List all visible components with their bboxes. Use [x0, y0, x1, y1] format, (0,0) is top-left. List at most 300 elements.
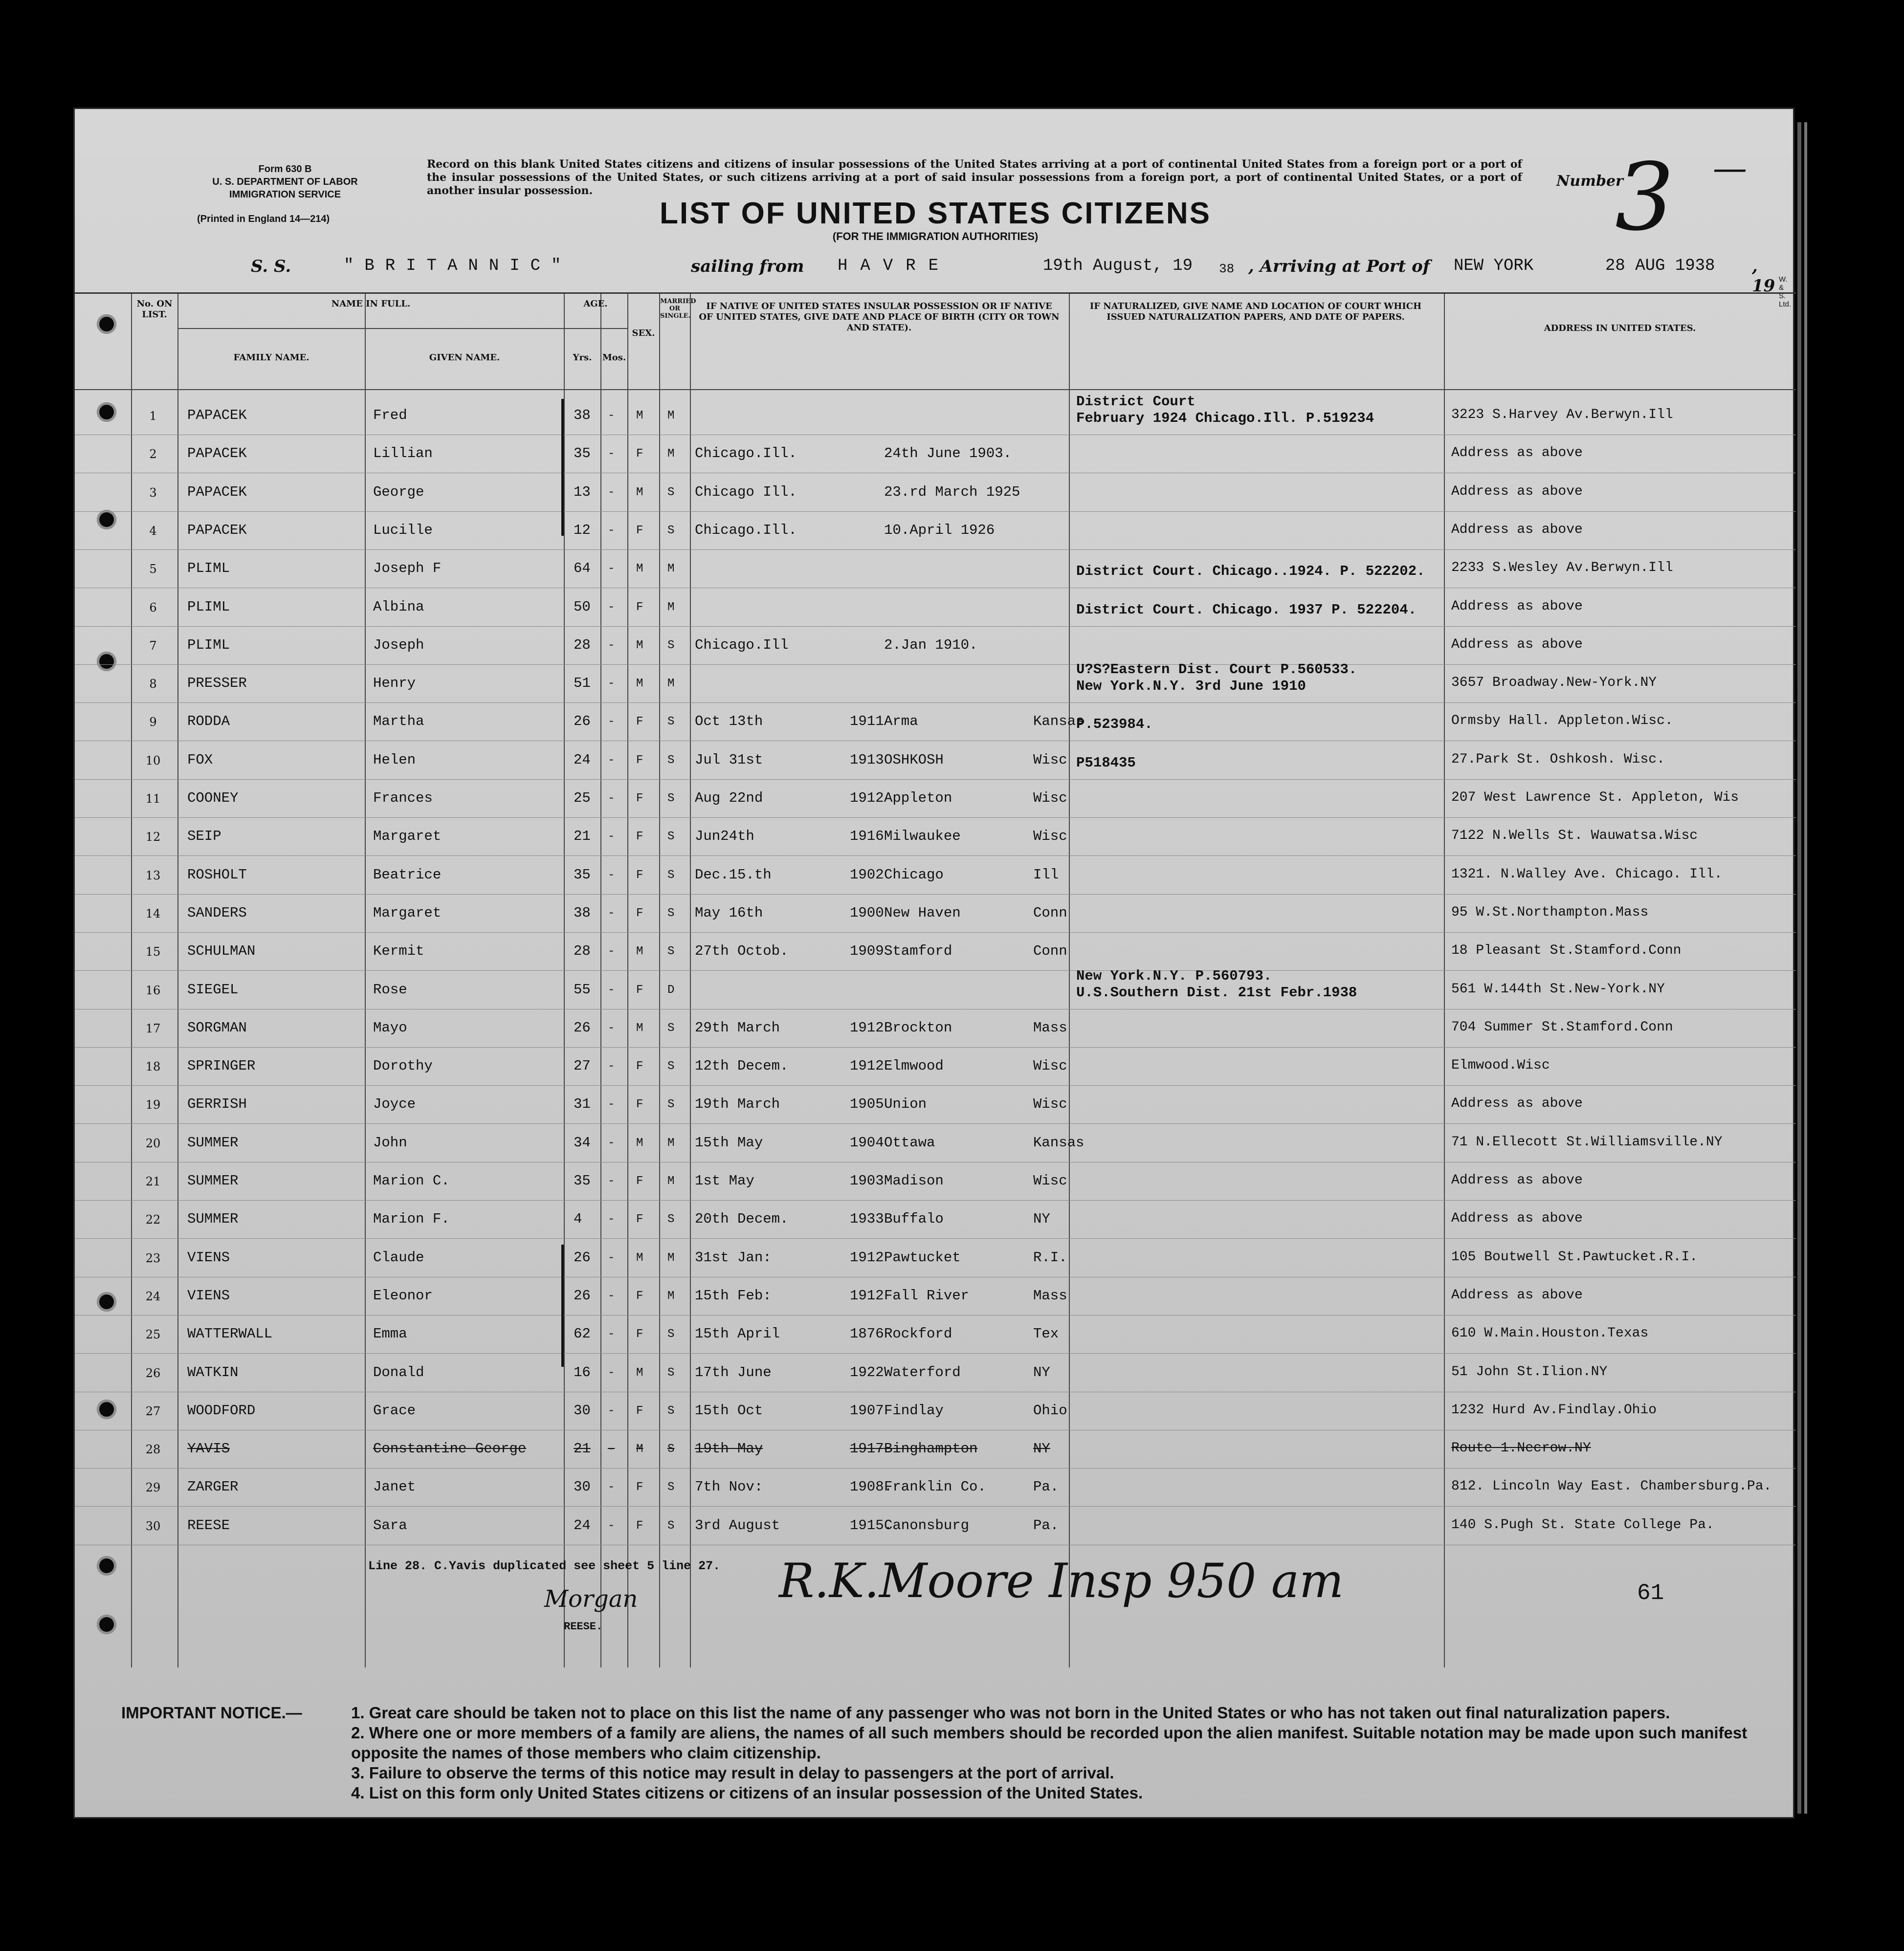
sex: F [636, 600, 643, 614]
birth-state: Kansas [1033, 1134, 1085, 1151]
number-value: 3 [1615, 143, 1674, 251]
form-printed: (Printed in England 14—214) [197, 214, 330, 224]
birth-date: Dec.15.th [695, 866, 772, 883]
birth-date: 27th Octob. [695, 943, 789, 960]
marital-status: S [667, 1519, 675, 1533]
age-months: - [608, 983, 615, 997]
age-years: 26 [574, 1287, 591, 1304]
family-name: VIENS [187, 1287, 230, 1304]
birth-year: 1909 [850, 943, 884, 960]
family-name: SEIP [187, 828, 221, 845]
birth-date: 31st Jan: [695, 1249, 772, 1266]
sex: M [636, 1251, 643, 1265]
row-number: 15 [145, 945, 161, 959]
table-row [75, 1124, 1796, 1162]
address: Address as above [1451, 483, 1583, 499]
marital-status: M [667, 1136, 675, 1150]
given-name: Margaret [373, 828, 442, 845]
age-years: 21 [574, 1441, 591, 1457]
table-row [75, 932, 1796, 971]
birth-date: 7th Nov: [695, 1479, 763, 1495]
birth-state: R.I. [1033, 1249, 1067, 1266]
given-name: Joseph [373, 636, 424, 653]
family-name: PLIML [187, 598, 230, 615]
row-number: 6 [149, 600, 157, 614]
address: 7122 N.Wells St. Wauwatsa.Wisc [1451, 828, 1698, 844]
age-months: - [608, 1328, 615, 1341]
row-number: 30 [145, 1519, 161, 1533]
given-name: Beatrice [373, 866, 442, 883]
age-years: 35 [574, 445, 591, 462]
given-name: Helen [373, 751, 416, 768]
address: 51 John St.Ilion.NY [1451, 1364, 1608, 1380]
page-stack-edge-2 [1804, 122, 1807, 1814]
row-number: 4 [149, 524, 157, 538]
birth-date: 1st May [695, 1173, 754, 1189]
marital-status: M [667, 1251, 675, 1265]
address: 105 Boutwell St.Pawtucket.R.I. [1451, 1249, 1698, 1265]
birth-date: 19th March [695, 1096, 780, 1113]
sex: M [636, 1021, 643, 1035]
birth-date: 15th April [695, 1326, 780, 1342]
marital-status: S [667, 1021, 675, 1035]
age-years: 30 [574, 1479, 591, 1495]
birth-place: Rockford [884, 1326, 952, 1342]
birth-state: NY [1033, 1364, 1050, 1381]
sex: F [636, 1289, 643, 1303]
birth-year: 1933 [850, 1211, 884, 1228]
birth-date: 17th June [695, 1364, 772, 1381]
family-name: SPRINGER [187, 1058, 256, 1074]
age-years: 4 [574, 1211, 582, 1228]
age-months: - [608, 1481, 615, 1494]
form-number: Form 630 B [258, 164, 312, 175]
age-years: 13 [574, 483, 591, 500]
row-number: 26 [145, 1366, 161, 1380]
sex: F [636, 1098, 643, 1112]
birth-place: Fall River [884, 1287, 970, 1304]
table-row [75, 1468, 1796, 1507]
age-months: - [608, 1443, 615, 1456]
marital-status: D [667, 983, 675, 997]
birth-place: Buffalo [884, 1211, 944, 1228]
birth-year: 1900 [850, 904, 884, 921]
given-name: Dorothy [373, 1058, 433, 1074]
age-years: 51 [574, 675, 591, 692]
address: 812. Lincoln Way East. Chambersburg.Pa. [1451, 1479, 1772, 1494]
table-row [75, 588, 1796, 627]
marital-status: M [667, 409, 675, 422]
address: Address as above [1451, 636, 1583, 652]
birth-state: NY [1033, 1211, 1050, 1228]
arrival-port: NEW YORK [1454, 257, 1534, 275]
family-name: SUMMER [187, 1173, 239, 1189]
table-row [75, 396, 1796, 435]
form-instructions: Record on this blank United States citizens and citizens of insular possessions of the United States arriving at a port of continental United States from a foreign port or a port of the insular possessions of the United States, or such citizens arriving at a port of said insular possessions from a foreign port, a port of continental United States, or a port of another insular possession. [427, 158, 1522, 197]
age-years: 62 [574, 1326, 591, 1342]
sex: F [636, 1060, 643, 1074]
family-name: SIEGEL [187, 981, 239, 998]
table-row [75, 511, 1796, 550]
naturalization-line-2: U.S.Southern Dist. 21st Febr.1938 [1076, 984, 1357, 1001]
naturalization-line-2: P518435 [1076, 754, 1136, 771]
given-name: Lillian [373, 445, 433, 462]
given-name: Joyce [373, 1096, 416, 1113]
row-number: 19 [145, 1098, 161, 1112]
family-name: REESE [187, 1517, 230, 1534]
family-name: SUMMER [187, 1134, 239, 1151]
birth-place: Findlay [884, 1402, 944, 1419]
age-months: - [608, 600, 615, 614]
age-months: - [608, 753, 615, 767]
family-name: PLIML [187, 560, 230, 577]
birth-state: Pa. [1033, 1479, 1059, 1495]
given-name: John [373, 1134, 407, 1151]
family-name: PAPACEK [187, 522, 247, 538]
birth-date: Chicago.Ill. [695, 522, 797, 538]
sex: M [636, 562, 643, 576]
family-name: GERRISH [187, 1096, 247, 1113]
birth-state: Wisc [1033, 751, 1067, 768]
row-number: 2 [149, 447, 157, 461]
row-number: 23 [145, 1251, 161, 1265]
age-months: - [608, 906, 615, 920]
sex: F [636, 1213, 643, 1227]
birth-date: 12th Decem. [695, 1058, 789, 1074]
notice-lead: IMPORTANT NOTICE.— [121, 1704, 302, 1722]
birth-place: 24th June 1903. [884, 445, 1012, 462]
notice-item: 1. Great care should be taken not to place on this list the name of any passenger who was not born in the United States or who has not taken out final naturalization papers. [351, 1704, 1670, 1722]
row-number: 29 [145, 1481, 161, 1495]
sex: F [636, 1328, 643, 1341]
marital-status: S [667, 906, 675, 920]
sex: M [636, 945, 643, 959]
birth-year: 1902 [850, 866, 884, 883]
birth-date: Chicago.Ill [695, 636, 789, 653]
birth-state: Mass [1033, 1019, 1067, 1036]
table-row [75, 626, 1796, 665]
age-months: - [608, 1021, 615, 1035]
birth-year: 1911 [850, 713, 884, 730]
age-years: 64 [574, 560, 591, 577]
birth-place: 23.rd March 1925 [884, 483, 1020, 500]
ss-label: S. S. [251, 257, 291, 276]
row-number: 9 [149, 715, 157, 729]
family-name: PAPACEK [187, 407, 247, 423]
birth-state: Wisc [1033, 828, 1067, 845]
marital-status: M [667, 600, 675, 614]
age-months: - [608, 715, 615, 729]
age-months: - [608, 1060, 615, 1074]
birth-state: Conn [1033, 904, 1067, 921]
row-number: 5 [149, 562, 157, 576]
age-bracket [561, 399, 565, 1367]
naturalization-line-2: New York.N.Y. 3rd June 1910 [1076, 678, 1306, 695]
birth-state: Conn [1033, 943, 1067, 960]
given-name: Eleonor [373, 1287, 433, 1304]
row-number: 14 [145, 906, 161, 921]
row-number: 16 [145, 983, 161, 997]
given-name: Rose [373, 981, 407, 998]
family-name: COONEY [187, 790, 239, 806]
address: Ormsby Hall. Appleton.Wisc. [1451, 713, 1673, 729]
marital-status: S [667, 945, 675, 959]
row-number: 8 [149, 677, 157, 691]
sex: M [636, 409, 643, 422]
age-months: - [608, 792, 615, 805]
birth-state: Tex [1033, 1326, 1059, 1342]
passenger-table [75, 292, 1796, 1667]
address: 1232 Hurd Av.Findlay.Ohio [1451, 1402, 1657, 1418]
given-name: Janet [373, 1479, 416, 1495]
age-years: 24 [574, 1517, 591, 1534]
birth-place: Pawtucket [884, 1249, 961, 1266]
departure-date: 19th August, 19 [1043, 257, 1193, 275]
given-name: Donald [373, 1364, 424, 1381]
age-months: - [608, 1519, 615, 1533]
row-number: 21 [145, 1175, 161, 1188]
age-months: - [608, 1251, 615, 1265]
header-naturalization: IF NATURALIZED, GIVE NAME AND LOCATION OF COURT WHICH ISSUED NATURALIZATION PAPERS, AND DATE OF PAPERS. [1089, 301, 1422, 322]
address: Address as above [1451, 1096, 1583, 1112]
naturalization-line-2: District Court. Chicago..1924. P. 522202. [1076, 563, 1425, 580]
given-name: George [373, 483, 424, 500]
birth-place: Binghampton [884, 1441, 978, 1457]
given-name: Marion C. [373, 1173, 450, 1189]
printer-mark: W. & S. Ltd. [1779, 275, 1792, 308]
birth-place: 2.Jan 1910. [884, 636, 978, 653]
address: 71 N.Ellecott St.Williamsville.NY [1451, 1134, 1723, 1150]
birth-place: Brockton [884, 1019, 952, 1036]
birth-state: Wisc [1033, 790, 1067, 806]
notice-items [351, 1703, 1754, 1803]
family-name: ROSHOLT [187, 866, 247, 883]
table-row [75, 1239, 1796, 1277]
birth-date: Oct 13th [695, 713, 763, 730]
form-subtitle: (FOR THE IMMIGRATION AUTHORITIES) [832, 230, 1039, 242]
birth-year: 1904 [850, 1134, 884, 1151]
header-sex: SEX. [632, 328, 655, 338]
birth-state: Mass [1033, 1287, 1067, 1304]
row-number: 7 [149, 638, 157, 653]
naturalization-line-1: New York.N.Y. P.560793. [1076, 967, 1272, 984]
address: Address as above [1451, 598, 1583, 614]
table-row [75, 741, 1796, 780]
sex: M [636, 677, 643, 691]
table-row [75, 1315, 1796, 1354]
header-married-or-single: MARRIED OR SINGLE. [660, 298, 696, 320]
table-row [75, 549, 1796, 588]
header-name-in-full: NAME IN FULL. [331, 299, 411, 309]
page-number: 61 [1637, 1580, 1664, 1606]
birth-date: 3rd August [695, 1517, 780, 1534]
form-department: U. S. DEPARTMENT OF LABOR [212, 176, 358, 187]
page-stack-edge [1797, 122, 1801, 1814]
age-months: - [608, 1213, 615, 1227]
naturalization-line-2: P.523984. [1076, 716, 1153, 733]
birth-state: Wisc [1033, 1173, 1067, 1189]
age-years: 26 [574, 1249, 591, 1266]
age-months: - [608, 830, 615, 844]
form-service: IMMIGRATION SERVICE [229, 189, 341, 200]
row-number: 20 [145, 1136, 161, 1150]
marital-status: S [667, 1366, 675, 1380]
table-row [75, 1200, 1796, 1239]
family-name: RODDA [187, 713, 230, 730]
birth-place: Franklin Co. [884, 1479, 986, 1495]
given-name: Emma [373, 1326, 407, 1342]
table-row [75, 1085, 1796, 1124]
initials-name: REESE. [564, 1621, 603, 1633]
birth-year: 1922 [850, 1364, 884, 1381]
marital-status: S [667, 638, 675, 652]
age-years: 55 [574, 981, 591, 998]
manifest-sheet [73, 108, 1794, 1819]
birth-year: 1876 [850, 1326, 884, 1342]
notice-item: 4. List on this form only United States citizens or citizens of an insular possession of the United States. [351, 1784, 1143, 1802]
table-row [75, 1009, 1796, 1048]
address: 561 W.144th St.New-York.NY [1451, 981, 1665, 997]
sex: F [636, 983, 643, 997]
row-number: 17 [145, 1021, 161, 1035]
birth-date: 20th Decem. [695, 1211, 789, 1228]
marital-status: S [667, 485, 675, 499]
birth-date: 29th March [695, 1019, 780, 1036]
birth-place: Stamford [884, 943, 952, 960]
age-years: 16 [574, 1364, 591, 1381]
marital-status: M [667, 562, 675, 576]
birth-date: Aug 22nd [695, 790, 763, 806]
birth-date: 19th May [695, 1441, 763, 1457]
marital-status: M [667, 1175, 675, 1188]
table-row [75, 967, 1796, 1009]
age-years: 38 [574, 904, 591, 921]
address: Route 1.Necrow.NY [1451, 1441, 1591, 1456]
birth-state: Pa. [1033, 1517, 1059, 1534]
marital-status: S [667, 715, 675, 729]
marital-status: M [667, 677, 675, 691]
family-name: FOX [187, 751, 213, 768]
marital-status: M [667, 1289, 675, 1303]
birth-place: Arma [884, 713, 918, 730]
number-label: Number [1556, 173, 1623, 190]
age-years: 50 [574, 598, 591, 615]
naturalization-line-2: February 1924 Chicago.Ill. P.519234 [1076, 410, 1374, 426]
sex: F [636, 447, 643, 461]
row-number: 13 [145, 868, 161, 882]
header-given-name: GIVEN NAME. [429, 352, 500, 363]
birth-year: 1903 [850, 1173, 884, 1189]
birth-place: Appleton [884, 790, 952, 806]
birth-place: Canonsburg [884, 1517, 970, 1534]
address: 610 W.Main.Houston.Texas [1451, 1326, 1649, 1341]
given-name: Sara [373, 1517, 407, 1534]
row-number: 10 [145, 753, 161, 767]
birth-year: 1913 [850, 751, 884, 768]
age-months: - [608, 1098, 615, 1112]
given-name: Fred [373, 407, 407, 423]
age-months: - [608, 945, 615, 959]
given-name: Constantine George [373, 1441, 527, 1457]
address: Address as above [1451, 445, 1583, 461]
given-name: Joseph F [373, 560, 442, 577]
sex: M [636, 638, 643, 652]
table-row [75, 779, 1796, 818]
birth-year: 1908. [850, 1479, 893, 1495]
row-number: 11 [145, 792, 161, 806]
table-row [75, 1047, 1796, 1086]
family-name: VIENS [187, 1249, 230, 1266]
age-months: - [608, 447, 615, 461]
birth-place: New Haven [884, 904, 961, 921]
age-months: - [608, 562, 615, 576]
birth-date: Chicago Ill. [695, 483, 797, 500]
sex: F [636, 1481, 643, 1494]
header-address: ADDRESS IN UNITED STATES. [1544, 323, 1696, 333]
table-row [75, 473, 1796, 512]
address: 1321. N.Walley Ave. Chicago. Ill. [1451, 866, 1723, 882]
table-row [75, 435, 1796, 473]
address: 18 Pleasant St.Stamford.Conn [1451, 943, 1682, 959]
ship-name: "BRITANNIC" [344, 257, 572, 275]
sex: F [636, 1404, 643, 1418]
table-row [75, 817, 1796, 856]
table-row [75, 894, 1796, 933]
age-years: 26 [574, 1019, 591, 1036]
family-name: WATTERWALL [187, 1326, 273, 1342]
family-name: SANDERS [187, 904, 247, 921]
address: 95 W.St.Northampton.Mass [1451, 904, 1649, 920]
row-number: 27 [145, 1404, 161, 1418]
birth-year: 1912 [850, 1249, 884, 1266]
birth-place: Elmwood [884, 1058, 944, 1074]
year-tail: , 19 [1752, 257, 1775, 296]
birth-date: 15th Feb: [695, 1287, 772, 1304]
birth-year: 1905 [850, 1096, 884, 1113]
age-years: 30 [574, 1402, 591, 1419]
address: 2233 S.Wesley Av.Berwyn.Ill [1451, 560, 1673, 576]
family-name: SORGMAN [187, 1019, 247, 1036]
row-number: 12 [145, 830, 161, 844]
age-years: 28 [574, 943, 591, 960]
birth-year: 1907 [850, 1402, 884, 1419]
sex: M [636, 1136, 643, 1150]
birth-state: Wisc [1033, 1058, 1067, 1074]
number-extra-dash: — [1713, 148, 1747, 188]
table-row [75, 661, 1796, 703]
age-years: 27 [574, 1058, 591, 1074]
address: Address as above [1451, 1173, 1583, 1188]
header-age: AGE. [583, 299, 608, 309]
address: 704 Summer St.Stamford.Conn [1451, 1019, 1673, 1035]
address: Elmwood.Wisc [1451, 1058, 1550, 1074]
age-months: - [608, 1366, 615, 1380]
birth-year: 1917 [850, 1441, 884, 1457]
given-name: Albina [373, 598, 424, 615]
family-name: WATKIN [187, 1364, 239, 1381]
birth-year: 1912 [850, 1019, 884, 1036]
sex: M [636, 485, 643, 499]
address: Address as above [1451, 522, 1583, 537]
sex: M [636, 1366, 643, 1380]
age-months: - [608, 1404, 615, 1418]
birth-date: Jun24th [695, 828, 754, 845]
given-name: Kermit [373, 943, 424, 960]
row-number: 1 [149, 409, 157, 423]
sex: F [636, 753, 643, 767]
marital-status: S [667, 1328, 675, 1341]
sex: F [636, 715, 643, 729]
